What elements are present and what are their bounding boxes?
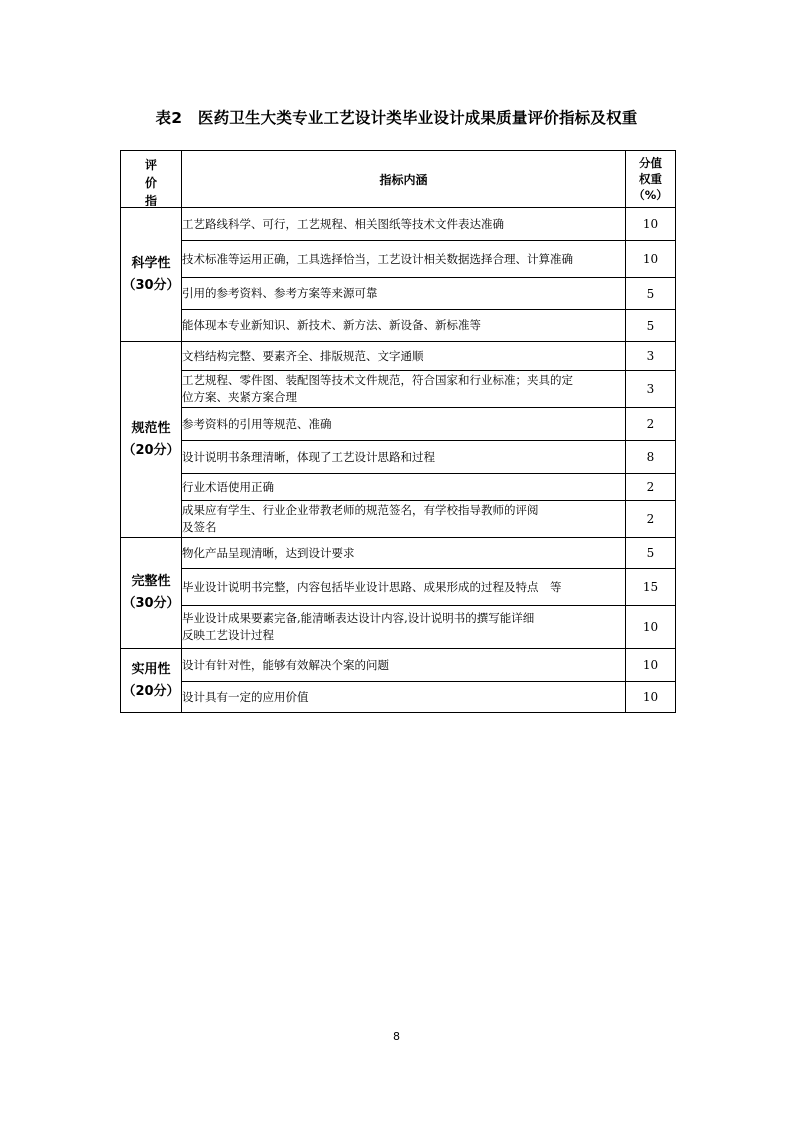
category-cell: 科学性 （30分） (121, 208, 182, 342)
indicator-weight: 5 (626, 278, 676, 310)
indicator-content: 工艺路线科学、可行，工艺规程、相关图纸等技术文件表达准确 (182, 208, 626, 241)
table-row (121, 682, 676, 713)
indicator-weight: 2 (626, 408, 676, 441)
table-title: 表2 医药卫生大类专业工艺设计类毕业设计成果质量评价指标及权重 (155, 109, 638, 127)
table-row (121, 649, 676, 682)
category-cell: 完整性 （30分） (121, 538, 182, 649)
indicator-weight: 2 (626, 501, 676, 538)
indicator-weight: 10 (626, 241, 676, 278)
table-row (121, 241, 676, 278)
indicator-content: 毕业设计说明书完整，内容包括毕业设计思路、成果形成的过程及特点 等 (182, 569, 626, 606)
indicator-content: 成果应有学生、行业企业带教老师的规范签名，有学校指导教师的评阅 及签名 (182, 501, 626, 538)
indicator-weight: 15 (626, 569, 676, 606)
table-row (121, 474, 676, 501)
table-row (121, 538, 676, 569)
indicator-weight: 5 (626, 538, 676, 569)
table-row (121, 342, 676, 371)
indicator-content: 物化产品呈现清晰，达到设计要求 (182, 538, 626, 569)
indicator-weight: 10 (626, 208, 676, 241)
page-number: 8 (393, 1030, 400, 1043)
indicator-weight: 10 (626, 682, 676, 713)
indicator-weight: 10 (626, 606, 676, 649)
header-row (121, 151, 676, 208)
indicator-content: 行业术语使用正确 (182, 474, 626, 501)
indicator-weight: 3 (626, 342, 676, 371)
table-row (121, 310, 676, 342)
table-row (121, 606, 676, 649)
header-category-label: 评 价 指 (144, 158, 157, 206)
indicator-weight: 8 (626, 441, 676, 474)
indicator-content: 能体现本专业新知识、新技术、新方法、新设备、新标准等 (182, 310, 626, 342)
category-cell: 规范性 （20分） (121, 342, 182, 538)
indicator-weight: 5 (626, 310, 676, 342)
table-row (121, 569, 676, 606)
indicator-content: 技术标准等运用正确，工具选择恰当，工艺设计相关数据选择合理、计算准确 (182, 241, 626, 278)
indicator-content: 设计具有一定的应用价值 (182, 682, 626, 713)
table-row (121, 208, 676, 241)
indicator-content: 文档结构完整、要素齐全、排版规范、文字通顺 (182, 342, 626, 371)
indicator-content: 毕业设计成果要素完备,能清晰表达设计内容,设计说明书的撰写能详细 反映工艺设计过程 (182, 606, 626, 649)
table-row (121, 371, 676, 408)
header-content: 指标内涵 (182, 151, 626, 208)
indicator-content: 引用的参考资料、参考方案等来源可靠 (182, 278, 626, 310)
header-category (121, 151, 182, 208)
indicator-weight: 2 (626, 474, 676, 501)
indicator-weight: 10 (626, 649, 676, 682)
indicator-content: 设计有针对性，能够有效解决个案的问题 (182, 649, 626, 682)
table-row (121, 501, 676, 538)
indicator-weight: 3 (626, 371, 676, 408)
indicator-content: 工艺规程、零件图、装配图等技术文件规范，符合国家和行业标准；夹具的定 位方案、夹紧方案合理 (182, 371, 626, 408)
table-row (121, 408, 676, 441)
indicator-content: 参考资料的引用等规范、准确 (182, 408, 626, 441)
table-row (121, 278, 676, 310)
evaluation-table (120, 150, 676, 713)
table-row (121, 441, 676, 474)
category-cell: 实用性 （20分） (121, 649, 182, 713)
indicator-content: 设计说明书条理清晰，体现了工艺设计思路和过程 (182, 441, 626, 474)
header-weight: 分值 权重 （%） (626, 151, 676, 208)
